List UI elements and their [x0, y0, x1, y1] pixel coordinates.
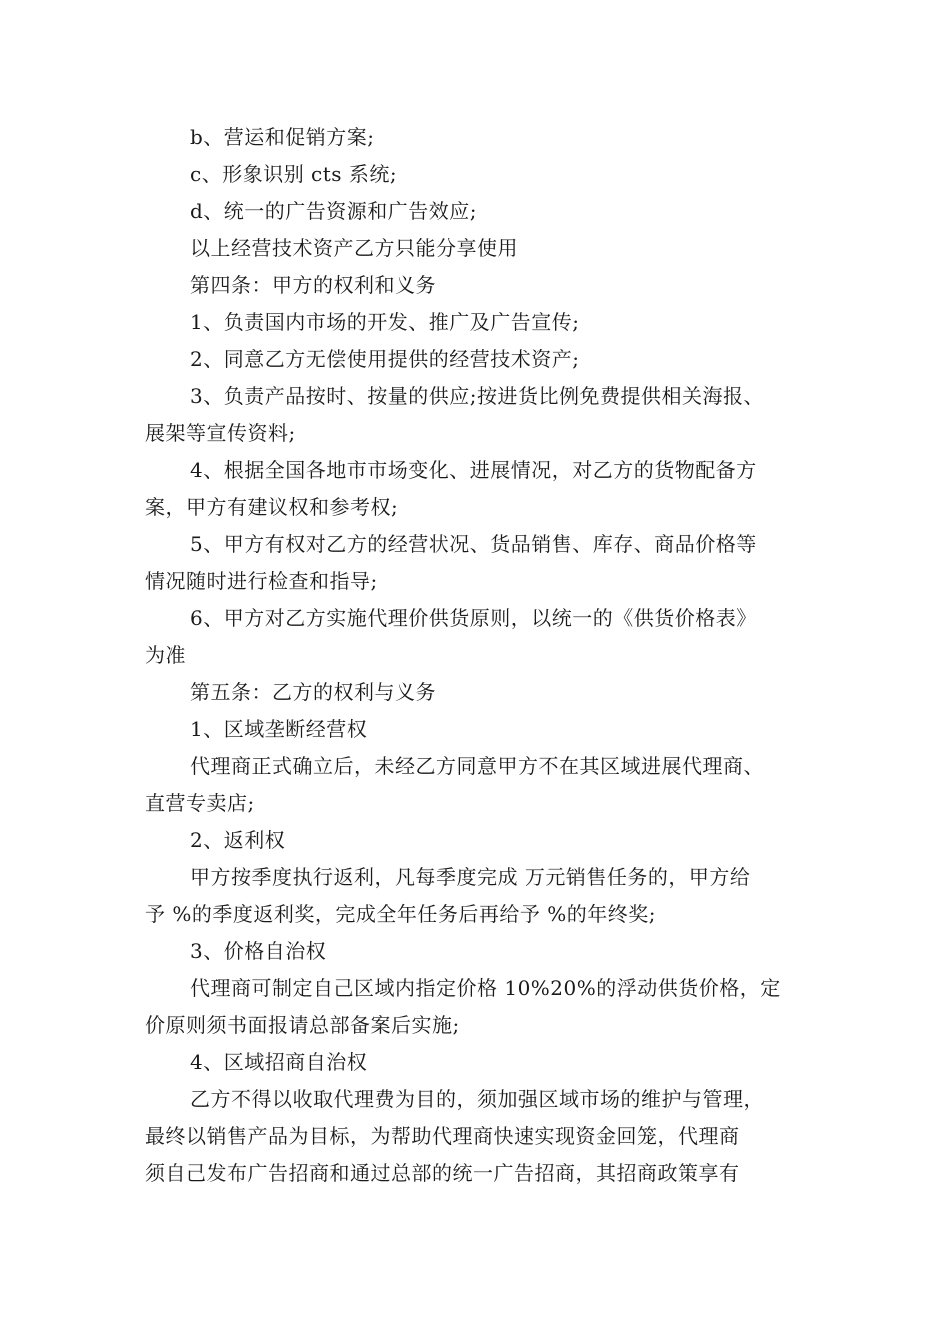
paragraph-line: 甲方按季度执行返利，凡每季度完成 万元销售任务的，甲方给: [190, 865, 751, 889]
paragraph-line: 以上经营技术资产乙方只能分享使用: [190, 236, 518, 260]
list-item-4: 4、根据全国各地市市场变化、进展情况，对乙方的货物配备方: [190, 458, 757, 482]
list-item-6: 6、甲方对乙方实施代理价供货原则，以统一的《供货价格表》: [190, 606, 757, 630]
section-heading-article-4: 第四条：甲方的权利和义务: [190, 273, 436, 297]
list-item-3-continued: 展架等宣传资料;: [145, 421, 296, 445]
subheading-4: 4、区域招商自治权: [190, 1050, 368, 1074]
list-item-5-continued: 情况随时进行检查和指导;: [145, 569, 378, 593]
paragraph-line-continued: 直营专卖店;: [145, 791, 255, 815]
paragraph-line: 代理商可制定自己区域内指定价格 10%20%的浮动供货价格，定: [190, 976, 781, 1000]
list-item-c: c、形象识别 cts 系统;: [190, 162, 398, 186]
paragraph-line-continued: 价原则须书面报请总部备案后实施;: [145, 1013, 460, 1037]
list-item-3: 3、负责产品按时、按量的供应;按进货比例免费提供相关海报、: [190, 384, 764, 408]
paragraph-line: 代理商正式确立后，未经乙方同意甲方不在其区域进展代理商、: [190, 754, 764, 778]
subheading-3: 3、价格自治权: [190, 939, 327, 963]
paragraph-line-continued: 最终以销售产品为目标，为帮助代理商快速实现资金回笼，代理商: [145, 1124, 740, 1148]
list-item-1: 1、负责国内市场的开发、推广及广告宣传;: [190, 310, 580, 334]
subheading-1: 1、区域垄断经营权: [190, 717, 368, 741]
subheading-2: 2、返利权: [190, 828, 286, 852]
section-heading-article-5: 第五条：乙方的权利与义务: [190, 680, 436, 704]
list-item-d: d、统一的广告资源和广告效应;: [190, 199, 478, 223]
paragraph-line-continued: 予 %的季度返利奖，完成全年任务后再给予 %的年终奖;: [145, 902, 656, 926]
list-item-b: b、营运和促销方案;: [190, 125, 375, 149]
list-item-6-continued: 为准: [145, 643, 186, 667]
paragraph-line: 乙方不得以收取代理费为目的，须加强区域市场的维护与管理，: [190, 1087, 764, 1111]
list-item-2: 2、同意乙方无偿使用提供的经营技术资产;: [190, 347, 580, 371]
list-item-4-continued: 案，甲方有建议权和参考权;: [145, 495, 399, 519]
list-item-5: 5、甲方有权对乙方的经营状况、货品销售、库存、商品价格等: [190, 532, 757, 556]
paragraph-line-continued: 须自己发布广告招商和通过总部的统一广告招商，其招商政策享有: [145, 1161, 740, 1185]
